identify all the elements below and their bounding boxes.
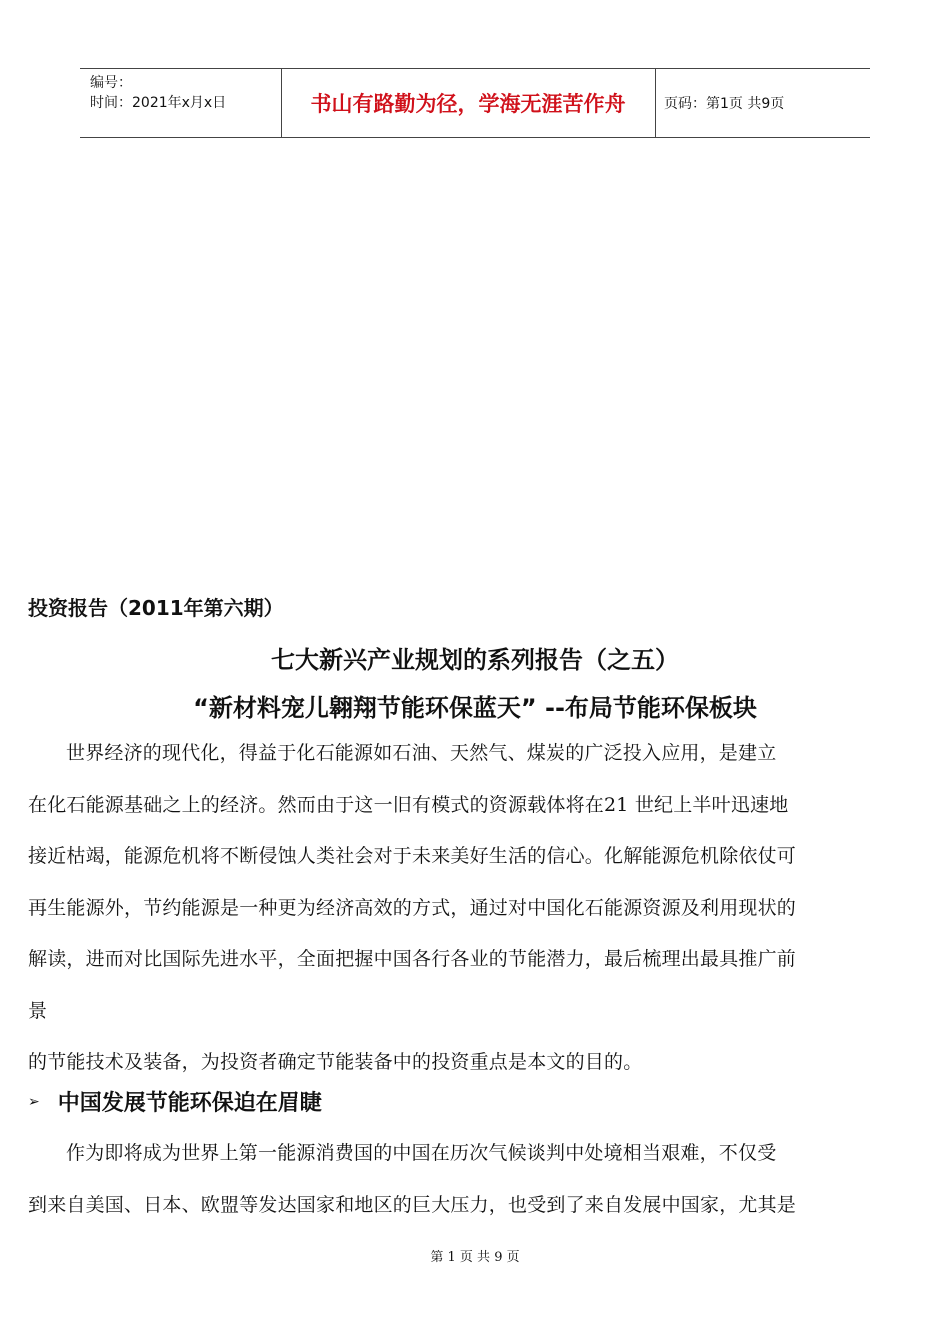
page-footer: 第 1 页 共 9 页 (430, 1250, 520, 1265)
paragraph-line: 解读，进而对比国际先进水平，全面把握中国各行各业的节能潜力，最后梳理出最具推广前 (28, 948, 797, 970)
paragraph-line: 景 (28, 999, 48, 1022)
report-label: 投资报告（2011年第六期） (28, 596, 284, 620)
header-meta (90, 73, 226, 113)
paragraph-line: 作为即将成为世界上第一能源消费国的中国在历次气候谈判中处境相当艰难，不仅受 (66, 1142, 777, 1164)
title-line-2: “新材料宠儿翱翔节能环保蓝天” --布局节能环保板块 (193, 694, 757, 722)
paragraph-1 (28, 728, 920, 1089)
paragraph-line: 接近枯竭，能源危机将不断侵蚀人类社会对于未来美好生活的信心。化解能源危机除依仗可 (28, 845, 797, 867)
header-motto: 书山有路勤为径，学海无涯苦作舟 (310, 92, 626, 116)
header-page-info: 页码：第1页 共9页 (664, 96, 785, 112)
header-table (80, 68, 870, 138)
number-label: 编号： (90, 75, 132, 91)
time-label: 时间：2021年x月x日 (90, 95, 227, 111)
paragraph-line: 在化石能源基础之上的经济。然而由于这一旧有模式的资源载体将在21 世纪上半叶迅速地 (28, 793, 789, 816)
title-line-1: 七大新兴产业规划的系列报告（之五） (271, 646, 679, 674)
paragraph-line: 再生能源外，节约能源是一种更为经济高效的方式，通过对中国化石能源资源及利用现状的 (28, 896, 797, 919)
paragraph-line: 世界经济的现代化，得益于化石能源如石油、天然气、煤炭的广泛投入应用，是建立 (66, 742, 777, 764)
header-divider (655, 69, 656, 137)
section-heading (28, 1086, 322, 1117)
section-heading-text: 中国发展节能环保迫在眉睫 (57, 1091, 322, 1116)
paragraph-line: 的节能技术及装备，为投资者确定节能装备中的投资重点是本文的目的。 (28, 1051, 643, 1073)
paragraph-line: 到来自美国、日本、欧盟等发达国家和地区的巨大压力，也受到了来自发展中国家，尤其是 (28, 1193, 797, 1216)
arrow-bullet-icon: ➢ (28, 1093, 40, 1110)
paragraph-2 (28, 1128, 920, 1231)
